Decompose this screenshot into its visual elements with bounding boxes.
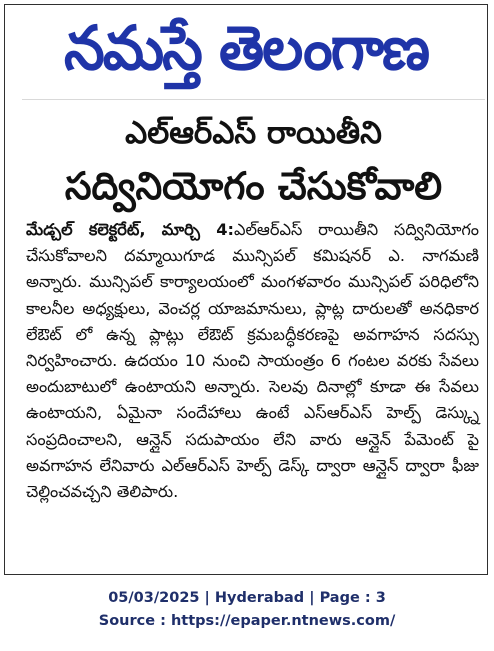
newspaper-clipping-frame: [4, 4, 488, 575]
article-body: [26, 217, 479, 505]
article-clipping: [22, 99, 485, 569]
headline-line-1: ఎల్ఆర్ఎస్ రాయితీని: [125, 115, 382, 151]
headline-line-2: సద్వినియోగం చేసుకోవాలి: [64, 164, 443, 208]
source-link[interactable]: Source : https://epaper.ntnews.com/: [98, 613, 396, 629]
article-body-text: ఎల్ఆర్ఎస్ రాయితీని సద్వినియోగం చేసుకోవాలని దమ్మాయిగూడ మున్సిపల్ కమిషనర్ ఎ. నాగమణి అన్నారు. మున్సిపల్ కార్యాలయంలో మంగళవారం మున్సిపల్ పరిధిలోని కాలనీల అధ్యక్షులు, వెంచర్ల యాజమానులు, ప్లాట్ల దారులతో అనధికార లేఔట్ లో ఉన్న ప్లాట్లు లేఔట్ క్రమబద్ధీకరణపై అవగాహన సదస్సు నిర్వహించారు. ఉదయం 10 నుంచి సాయంత్రం 6 గంటల వరకు సేవలు అందుబాటులో ఉంటాయని అన్నారు. సెలవు దినాల్లో కూడా ఈ సేవలు ఉంటాయని, ఏమైనా సందేహాలు ఉంటే ఎస్ఆర్ఎస్ హెల్ప్ డెస్క్ను సంప్రదించాలని, ఆన్లైన్ సదుపాయం లేని వారు ఆన్లైన్ పేమెంట్ పై అవగాహన లేనివారు ఎల్ఆర్ఎస్ హెల్ప్ డెస్క్ ద్వారా ఆన్లైన్ ద్వారా ఫీజు చెల్లించవచ్చని తెలిపారు.: [26, 220, 479, 502]
newspaper-title: నమస్తే తెలంగాణ: [64, 12, 428, 84]
dateline: మేడ్చల్ కలెక్టరేట్, మార్చి 4:: [26, 220, 234, 239]
masthead: [5, 13, 487, 83]
divider: [22, 99, 485, 100]
edition-info: 05/03/2025 | Hyderabad | Page : 3: [108, 590, 386, 606]
